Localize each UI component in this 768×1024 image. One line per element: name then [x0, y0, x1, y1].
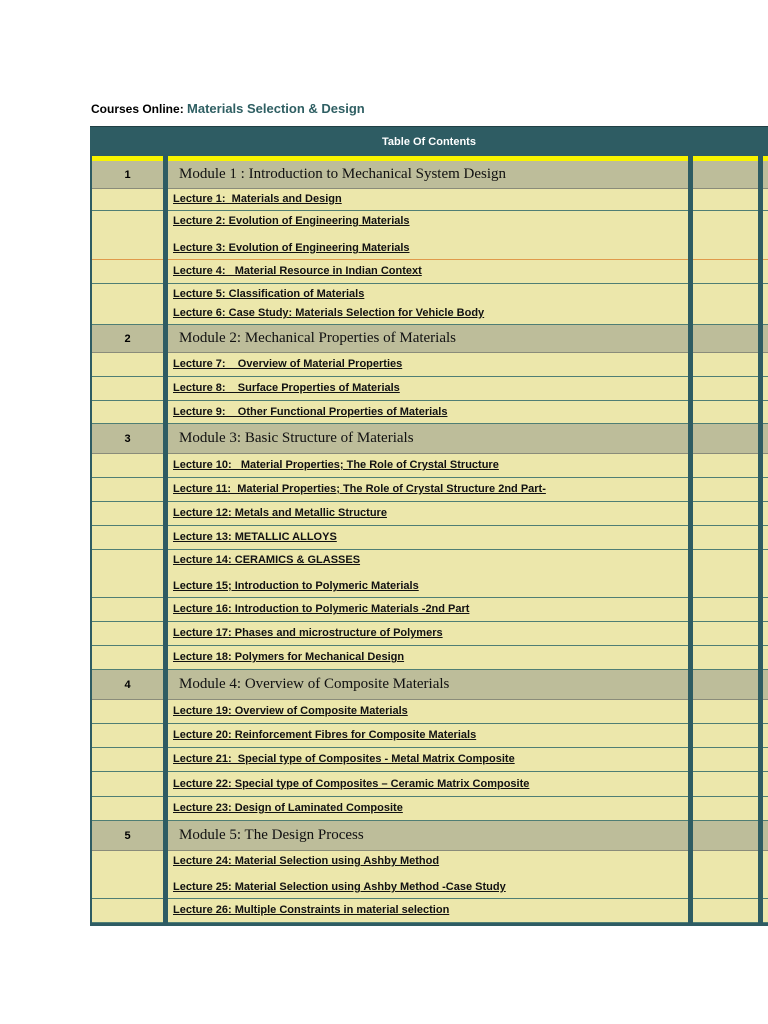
module-title: Module 5: The Design Process	[179, 827, 364, 843]
lecture-row	[90, 748, 768, 772]
lecture-link[interactable]: Lecture 3: Evolution of Engineering Materials	[173, 242, 410, 254]
lecture-link[interactable]: Lecture 12: Metals and Metallic Structure	[173, 507, 387, 519]
module-row	[90, 325, 768, 353]
lecture-row	[90, 454, 768, 478]
lecture-row	[90, 772, 768, 797]
module-row	[90, 670, 768, 700]
module-row	[90, 424, 768, 454]
table-bottom-border	[90, 923, 768, 926]
module-number: 3	[124, 432, 131, 445]
module-number: 2	[124, 332, 131, 345]
lecture-link[interactable]: Lecture 23: Design of Laminated Composite	[173, 802, 403, 814]
lecture-link[interactable]: Lecture 14: CERAMICS & GLASSES	[173, 554, 361, 566]
lecture-link[interactable]: Lecture 2: Evolution of Engineering Materials	[173, 215, 410, 227]
lecture-link[interactable]: Lecture 7: Overview of Material Properties	[173, 358, 403, 370]
lecture-link[interactable]: Lecture 4: Material Resource in Indian Context	[173, 265, 422, 277]
module-title: Module 2: Mechanical Properties of Materials	[179, 330, 457, 346]
table-of-contents	[90, 126, 768, 926]
lecture-link[interactable]: Lecture 24: Material Selection using Ashby Method	[173, 855, 440, 867]
lecture-link[interactable]: Lecture 8: Surface Properties of Materials	[173, 382, 400, 394]
column-divider-number	[163, 156, 168, 925]
lecture-link[interactable]: Lecture 26: Multiple Constraints in material selection	[173, 904, 450, 916]
lecture-link[interactable]: Lecture 25: Material Selection using Ashby Method -Case Study	[173, 881, 506, 893]
course-name: Materials Selection & Design	[187, 101, 365, 116]
lecture-row	[90, 724, 768, 748]
lecture-link[interactable]: Lecture 10: Material Properties; The Role of Crystal Structure	[173, 459, 499, 471]
lecture-link[interactable]: Lecture 21: Special type of Composites - Metal Matrix Composite	[173, 753, 515, 765]
lecture-row	[90, 211, 768, 260]
lecture-link[interactable]: Lecture 20: Reinforcement Fibres for Composite Materials	[173, 729, 477, 741]
page-title	[91, 101, 365, 116]
lecture-link[interactable]: Lecture 19: Overview of Composite Materials	[173, 705, 408, 717]
lecture-row	[90, 502, 768, 526]
module-number: 4	[124, 678, 131, 691]
lecture-row	[90, 353, 768, 377]
lecture-link[interactable]: Lecture 1: Materials and Design	[173, 193, 342, 205]
module-number: 1	[124, 168, 131, 181]
lecture-row	[90, 622, 768, 646]
module-title: Module 3: Basic Structure of Materials	[179, 430, 414, 446]
module-title: Module 1 : Introduction to Mechanical System Design	[179, 166, 507, 182]
lecture-row	[90, 526, 768, 550]
module-row	[90, 161, 768, 189]
lecture-row	[90, 478, 768, 502]
column-divider-content	[688, 156, 693, 925]
lecture-link[interactable]: Lecture 18: Polymers for Mechanical Design	[173, 651, 405, 663]
lecture-link[interactable]: Lecture 5: Classification of Materials	[173, 288, 365, 300]
module-row	[90, 821, 768, 851]
lecture-row	[90, 401, 768, 424]
lecture-link[interactable]: Lecture 6: Case Study: Materials Selection for Vehicle Body	[173, 307, 485, 319]
lecture-link[interactable]: Lecture 9: Other Functional Properties of Materials	[173, 405, 448, 418]
lecture-link[interactable]: Lecture 13: METALLIC ALLOYS	[173, 531, 337, 543]
table-left-border	[90, 156, 92, 925]
lecture-row	[90, 646, 768, 670]
lecture-row	[90, 598, 768, 622]
lecture-row	[90, 189, 768, 211]
lecture-row	[90, 899, 768, 923]
lecture-row	[90, 284, 768, 325]
lecture-row	[90, 260, 768, 284]
toc-header: Table Of Contents	[90, 126, 768, 157]
module-number: 5	[124, 829, 131, 842]
lecture-row	[90, 377, 768, 401]
lecture-link[interactable]: Lecture 22: Special type of Composites – Ceramic Matrix Composite	[173, 777, 530, 790]
lecture-row	[90, 550, 768, 598]
lecture-link[interactable]: Lecture 16: Introduction to Polymeric Materials -2nd Part	[173, 603, 470, 615]
module-title: Module 4: Overview of Composite Materials	[179, 676, 450, 692]
lecture-row	[90, 700, 768, 724]
lecture-link[interactable]: Lecture 15; Introduction to Polymeric Materials	[173, 580, 419, 592]
lecture-row	[90, 797, 768, 821]
lecture-link[interactable]: Lecture 11: Material Properties; The Role of Crystal Structure 2nd Part-	[173, 483, 546, 495]
lecture-row	[90, 851, 768, 899]
column-divider-right	[758, 156, 763, 925]
lecture-link[interactable]: Lecture 17: Phases and microstructure of Polymers	[173, 627, 443, 639]
title-prefix: Courses Online:	[91, 102, 184, 116]
